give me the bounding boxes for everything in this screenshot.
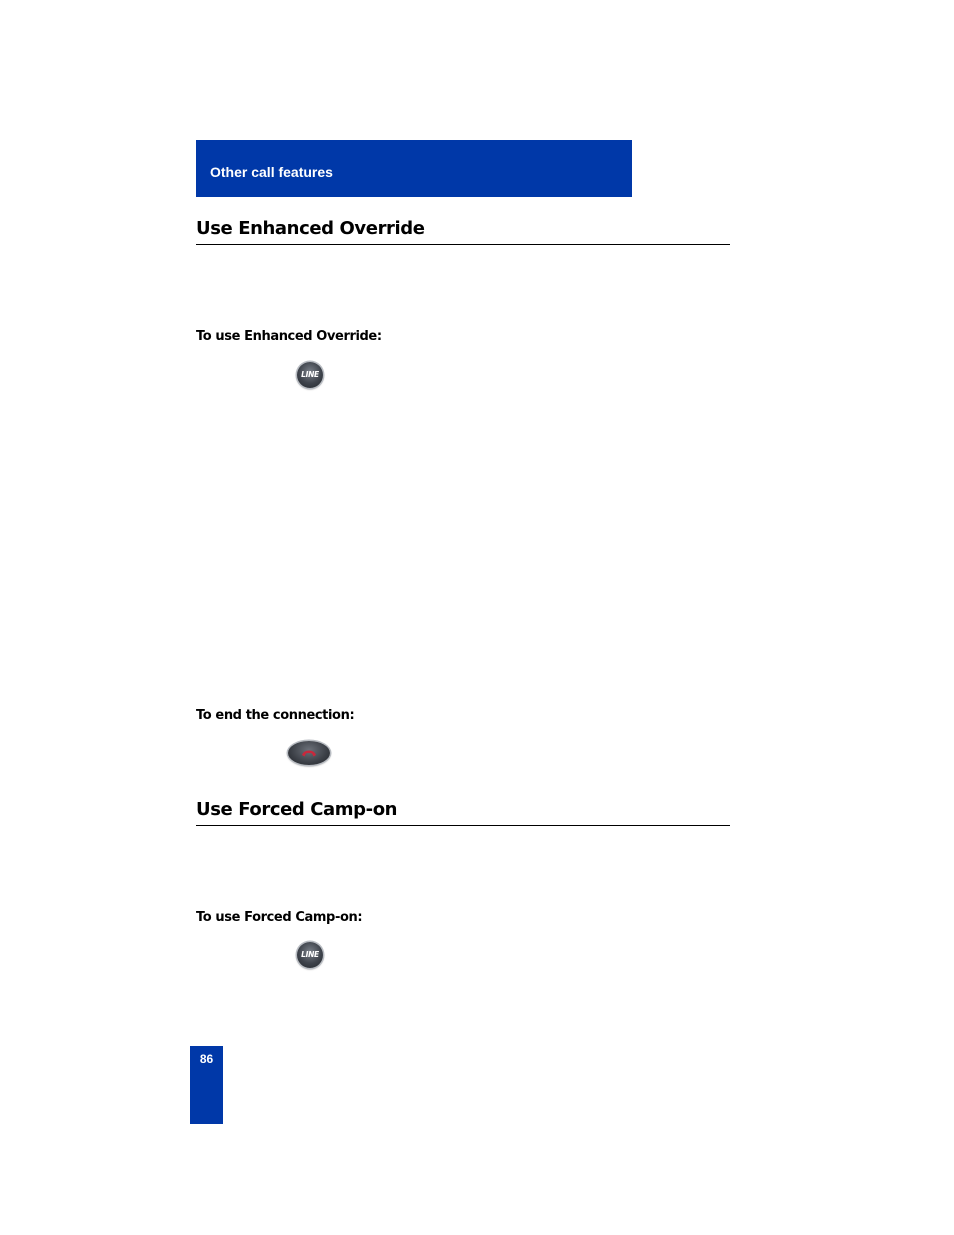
section-title-enhanced-override: Use Enhanced Override xyxy=(196,218,425,239)
page-number: 86 xyxy=(199,1052,214,1066)
section-divider xyxy=(196,244,730,245)
line-key-icon: LINE xyxy=(297,362,323,388)
section-divider xyxy=(196,825,730,826)
step-heading-use-enhanced-override: To use Enhanced Override: xyxy=(196,329,382,344)
step-heading-end-connection: To end the connection: xyxy=(196,708,355,723)
chapter-header-band xyxy=(196,140,632,197)
step-heading-use-forced-camp-on: To use Forced Camp-on: xyxy=(196,910,363,925)
page-number-tab xyxy=(190,1046,223,1124)
line-key-icon: LINE xyxy=(297,942,323,968)
section-title-forced-camp-on: Use Forced Camp-on xyxy=(196,799,398,820)
chapter-label: Other call features xyxy=(210,164,333,180)
release-key-icon xyxy=(288,741,330,765)
